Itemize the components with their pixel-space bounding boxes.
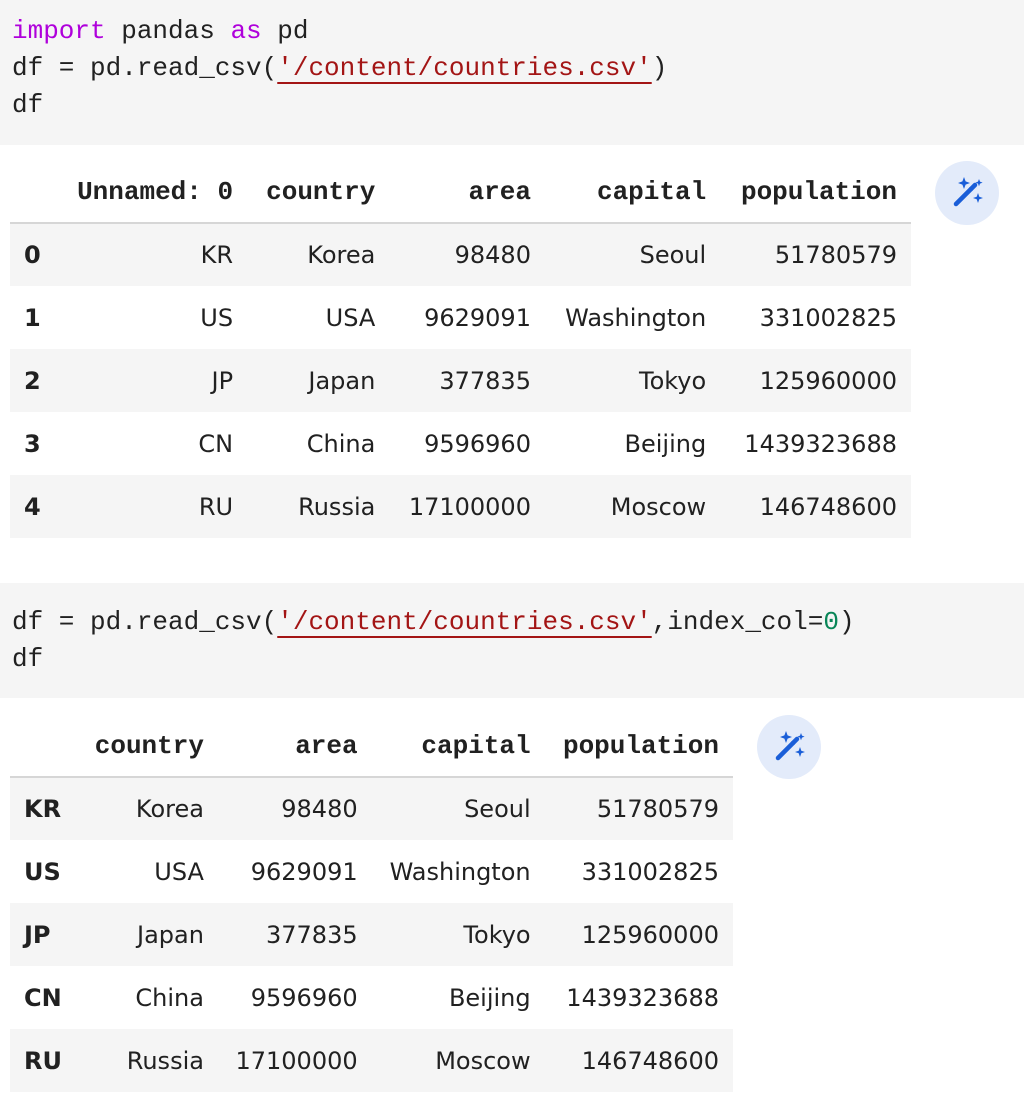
dataframe-output-2: [10, 715, 733, 1092]
table-cell: Moscow: [545, 475, 720, 538]
table-cell: Washington: [372, 840, 545, 903]
table-cell: 377835: [389, 349, 545, 412]
code-cell-1[interactable]: [0, 0, 1024, 145]
table-row: [10, 349, 911, 412]
table-cell: 125960000: [720, 349, 911, 412]
row-index: 3: [10, 412, 56, 475]
table-row: [10, 223, 911, 286]
code-string: '/content/countries.csv': [277, 53, 652, 83]
table-cell: Tokyo: [545, 349, 720, 412]
column-header: country: [247, 161, 389, 223]
table-cell: Seoul: [545, 223, 720, 286]
column-header: population: [720, 161, 911, 223]
table-cell: 17100000: [389, 475, 545, 538]
table-cell: Korea: [78, 777, 218, 840]
table-cell: CN: [56, 412, 247, 475]
table-row: [10, 777, 733, 840]
code-token: ): [651, 53, 668, 83]
table-cell: Washington: [545, 286, 720, 349]
row-index: 0: [10, 223, 56, 286]
table-cell: 51780579: [720, 223, 911, 286]
table-cell: Japan: [247, 349, 389, 412]
table-cell: Tokyo: [372, 903, 545, 966]
table-cell: 377835: [218, 903, 372, 966]
row-index: CN: [10, 966, 78, 1029]
table-row: [10, 475, 911, 538]
row-index: 4: [10, 475, 56, 538]
dataframe-output-1: [10, 161, 911, 538]
code-token: df = pd.read_csv(: [12, 607, 278, 637]
table-cell: USA: [247, 286, 389, 349]
table-cell: Japan: [78, 903, 218, 966]
code-token: ,index_col=: [651, 607, 824, 637]
column-header: country: [78, 715, 218, 777]
code-keyword: as: [230, 16, 262, 46]
code-line: [12, 641, 1024, 678]
table-row: [10, 903, 733, 966]
table-cell: 1439323688: [720, 412, 911, 475]
index-header: [10, 715, 78, 777]
column-header: population: [545, 715, 733, 777]
table-cell: US: [56, 286, 247, 349]
table-cell: 1439323688: [545, 966, 733, 1029]
column-header: area: [218, 715, 372, 777]
magic-wand-glyph: [769, 727, 809, 767]
table-cell: 331002825: [545, 840, 733, 903]
row-index: 2: [10, 349, 56, 412]
table-cell: Korea: [247, 223, 389, 286]
code-line: [12, 50, 1024, 87]
table-cell: RU: [56, 475, 247, 538]
table-cell: Russia: [78, 1029, 218, 1092]
table-cell: 9629091: [389, 286, 545, 349]
code-token: pandas: [105, 16, 231, 46]
table-cell: Moscow: [372, 1029, 545, 1092]
table-cell: Russia: [247, 475, 389, 538]
row-index: US: [10, 840, 78, 903]
code-number: 0: [823, 607, 839, 637]
table-cell: China: [247, 412, 389, 475]
magic-wand-glyph: [947, 173, 987, 213]
code-token: pd: [261, 16, 309, 46]
code-token: df: [12, 90, 44, 120]
table-row: [10, 286, 911, 349]
magic-wand-sparkle-icon[interactable]: [757, 715, 821, 779]
table-row: [10, 840, 733, 903]
index-header: [10, 161, 56, 223]
code-line: [12, 604, 1024, 641]
code-keyword: import: [12, 16, 106, 46]
table-row: [10, 966, 733, 1029]
table-cell: 98480: [389, 223, 545, 286]
row-index: 1: [10, 286, 56, 349]
table-cell: 9629091: [218, 840, 372, 903]
table-cell: JP: [56, 349, 247, 412]
code-line: [12, 87, 1024, 124]
column-header: capital: [372, 715, 545, 777]
table-cell: 17100000: [218, 1029, 372, 1092]
table-cell: Beijing: [372, 966, 545, 1029]
row-index: JP: [10, 903, 78, 966]
table-cell: USA: [78, 840, 218, 903]
table-cell: 146748600: [545, 1029, 733, 1092]
code-cell-2[interactable]: [0, 583, 1024, 698]
table-cell: 331002825: [720, 286, 911, 349]
table-cell: 9596960: [389, 412, 545, 475]
table-cell: 9596960: [218, 966, 372, 1029]
table-cell: KR: [56, 223, 247, 286]
table-cell: Beijing: [545, 412, 720, 475]
row-index: RU: [10, 1029, 78, 1092]
code-token: ): [838, 607, 855, 637]
code-string: '/content/countries.csv': [277, 607, 652, 637]
code-token: df: [12, 644, 44, 674]
column-header: Unnamed: 0: [56, 161, 247, 223]
code-token: df = pd.read_csv(: [12, 53, 278, 83]
table-cell: 51780579: [545, 777, 733, 840]
code-line: [12, 13, 1024, 50]
column-header: area: [389, 161, 545, 223]
row-index: KR: [10, 777, 78, 840]
table-cell: 125960000: [545, 903, 733, 966]
magic-wand-sparkle-icon[interactable]: [935, 161, 999, 225]
table-row: [10, 1029, 733, 1092]
table-cell: China: [78, 966, 218, 1029]
table-cell: Seoul: [372, 777, 545, 840]
table-cell: 98480: [218, 777, 372, 840]
column-header: capital: [545, 161, 720, 223]
table-row: [10, 412, 911, 475]
table-cell: 146748600: [720, 475, 911, 538]
